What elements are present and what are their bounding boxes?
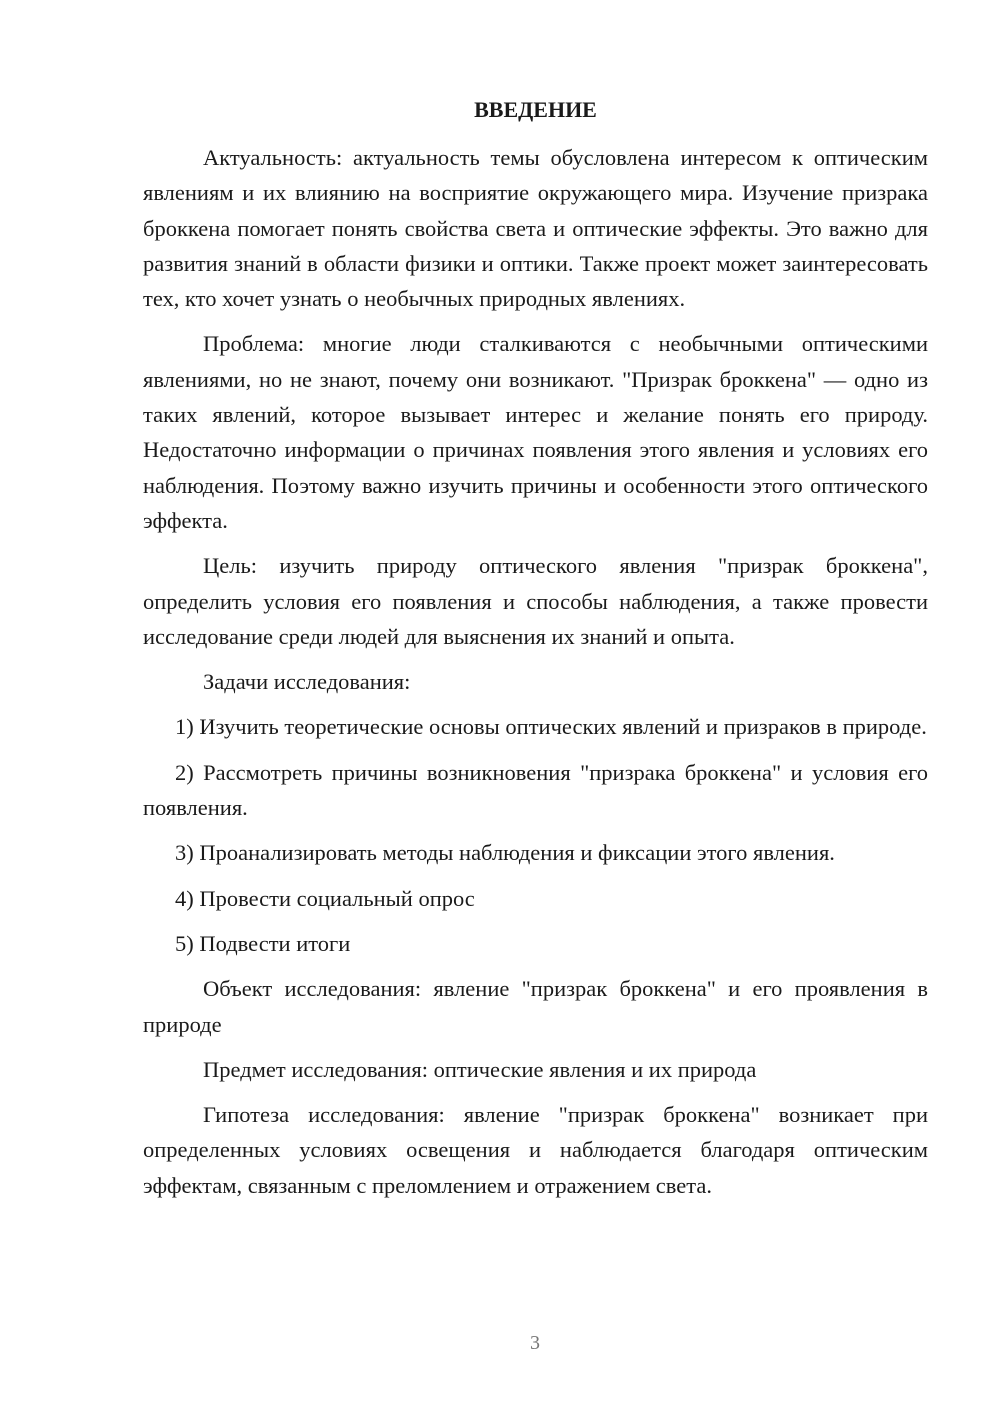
task-item-3: 3) Проанализировать методы наблюдения и фиксации этого явления.: [175, 840, 835, 866]
document-page: [143, 92, 928, 1203]
relevance-paragraph: Актуальность: актуальность темы обусловлена интересом к оптическим явлениям и их влиянию на восприятие окружающего мира. Изучение призрака броккена помогает понять свойства света и оптические эффекты. Это важно для развития знаний в области физики и оптики. Также проект может заинтересовать тех, кто хочет узнать о необычных природных явлениях.: [143, 145, 928, 312]
task-item-2: 2) Рассмотреть причины возникновения "призрака броккена" и условия его появления.: [143, 759, 928, 821]
task-item-5: 5) Подвести итоги: [175, 930, 351, 956]
task-item-1: 1) Изучить теоретические основы оптических явлений и призраков в природе.: [175, 714, 927, 740]
tasks-title: Задачи исследования:: [203, 669, 411, 695]
goal-paragraph: Цель: изучить природу оптического явления "призрак броккена", определить условия его появления и способы наблюдения, а также провести исследование среди людей для выяснения их знаний и опыта.: [143, 553, 928, 649]
task-item-4: 4) Провести социальный опрос: [175, 885, 475, 911]
hypothesis-paragraph: Гипотеза исследования: явление "призрак броккена" возникает при определенных условиях освещения и наблюдается благодаря оптическим эффектам, связанным с преломлением и отражением света.: [143, 1102, 928, 1198]
problem-paragraph: Проблема: многие люди сталкиваются с необычными оптическими явлениями, но не знают, почему они возникают. "Призрак броккена" — одно из таких явлений, которое вызывает интерес и желание понять его природу. Недостаточно информации о причинах появления этого явления и условиях его наблюдения. Поэтому важно изучить причины и особенности этого оптического эффекта.: [143, 331, 928, 533]
subject-paragraph: Предмет исследования: оптические явления и их природа: [203, 1056, 757, 1082]
page-heading: ВВЕДЕНИЕ: [474, 97, 597, 122]
object-paragraph: Объект исследования: явление "призрак броккена" и его проявления в природе: [143, 976, 928, 1037]
page-number: 3: [530, 1332, 540, 1354]
